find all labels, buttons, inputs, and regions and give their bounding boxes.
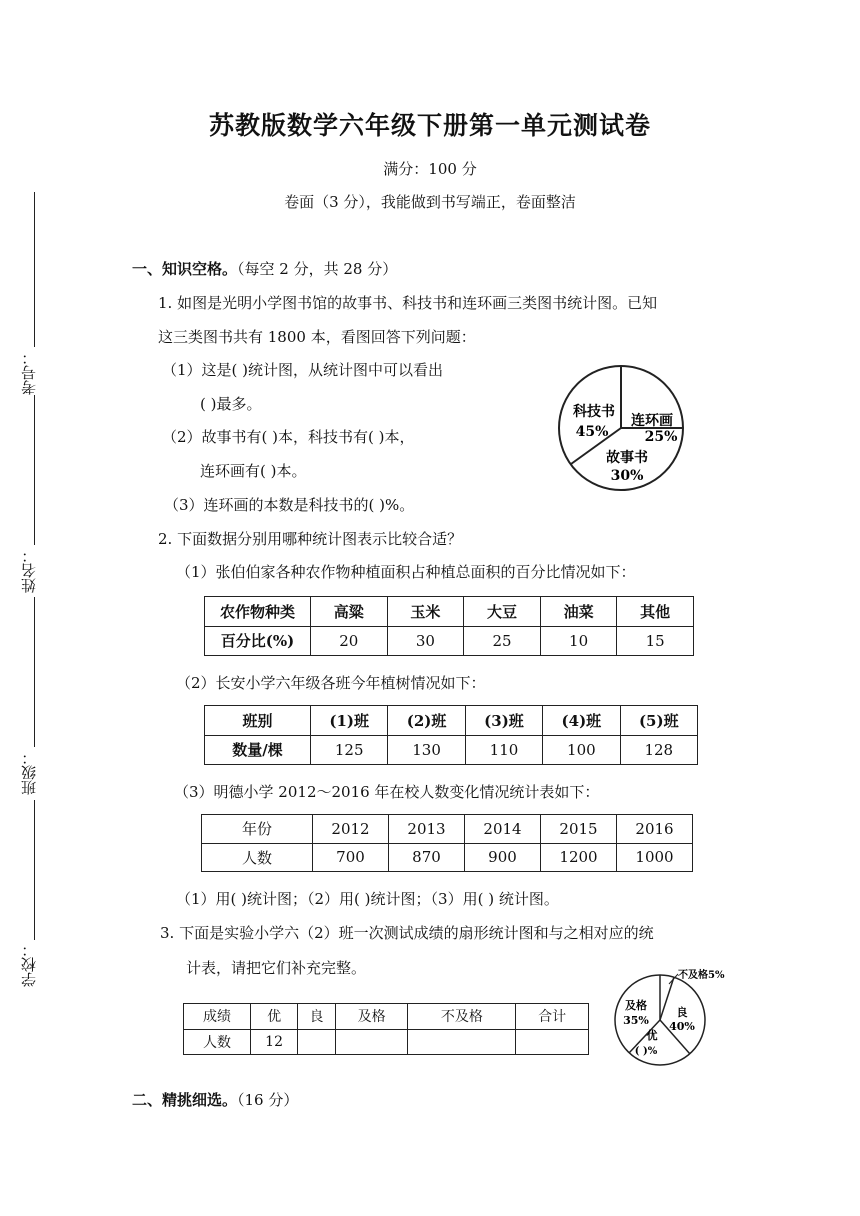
section1-title: 一、知识空格。 — [132, 260, 238, 278]
table-cell: 15 — [617, 626, 694, 656]
section2-note: （16 分） — [237, 1091, 299, 1109]
page-title: 苏教版数学六年级下册第一单元测试卷 — [208, 111, 651, 140]
exam-number-label: 考号： — [20, 350, 38, 395]
table-cell: 优 — [251, 1004, 298, 1030]
table-row — [184, 1004, 589, 1030]
table-cell: 2015 — [541, 815, 617, 844]
table-row — [205, 597, 694, 627]
table-cell: 110 — [465, 735, 542, 765]
pie-label-comic: 连环画 — [631, 413, 673, 429]
pie-pct-science: 45% — [575, 424, 609, 440]
name-label: 姓名： — [20, 548, 38, 593]
table-cell: 12 — [251, 1029, 298, 1055]
q1-part2b: 连环画有( )本。 — [200, 462, 307, 480]
q1-part1b: ( )最多。 — [200, 395, 262, 413]
tree-table — [204, 705, 698, 765]
table-cell: 700 — [313, 843, 389, 872]
table-cell: (1)班 — [311, 706, 388, 736]
table-cell: (4)班 — [543, 706, 620, 736]
table-cell — [408, 1029, 516, 1055]
table-cell: 不及格 — [408, 1004, 516, 1030]
q2-answer: （1）用( )统计图；（2）用( )统计图；（3）用( ) 统计图。 — [176, 890, 559, 908]
table-cell: 油菜 — [540, 597, 617, 627]
pie-pct-story: 30% — [610, 468, 644, 484]
table-row — [202, 815, 693, 844]
pie-label-science: 科技书 — [573, 404, 615, 420]
school-label: 学校： — [20, 942, 38, 987]
score-pie-chart — [612, 966, 762, 1071]
table-cell: 其他 — [617, 597, 694, 627]
table-cell: 2013 — [389, 815, 465, 844]
table-cell: 大豆 — [464, 597, 541, 627]
table-cell: 百分比(%) — [205, 626, 311, 656]
table-cell: 900 — [465, 843, 541, 872]
table-cell — [298, 1029, 336, 1055]
table-cell: 1200 — [541, 843, 617, 872]
section2-heading — [132, 1089, 298, 1110]
books-pie-chart — [556, 363, 686, 493]
pie-divider — [660, 977, 674, 1020]
q1-part2a: （2）故事书有( )本，科技书有( )本， — [162, 428, 415, 446]
table-cell: 20 — [311, 626, 388, 656]
pie-pct-good: 40% — [669, 1020, 695, 1033]
crop-table — [204, 596, 694, 656]
table-cell: 100 — [543, 735, 620, 765]
table-cell: 25 — [464, 626, 541, 656]
table-cell: 数量/棵 — [205, 735, 311, 765]
table-cell: 高粱 — [311, 597, 388, 627]
pie-pct-pass: 35% — [623, 1014, 649, 1027]
table-cell: 125 — [311, 735, 388, 765]
pie-label-pass: 及格 — [625, 999, 647, 1012]
q3-line1: 3. 下面是实验小学六（2）班一次测试成绩的扇形统计图和与之相对应的统 — [160, 924, 654, 942]
q2-intro: 2. 下面数据分别用哪种统计图表示比较合适？ — [158, 530, 463, 548]
pie-label-excellent: 优 — [646, 1029, 658, 1042]
section2-title: 二、精挑细选。 — [132, 1091, 238, 1109]
margin-line — [34, 192, 35, 347]
pie-pct-excellent: ( )% — [634, 1046, 658, 1057]
neatness-note: 卷面（3 分），我能做到书写端正，卷面整洁 — [284, 193, 576, 211]
pie-label-good: 良 — [676, 1006, 688, 1019]
q2-part3: （3）明德小学 2012～2016 年在校人数变化情况统计表如下： — [174, 783, 600, 801]
table-cell: 人数 — [184, 1029, 251, 1055]
table-cell — [516, 1029, 589, 1055]
pie-pct-comic: 25% — [644, 429, 678, 445]
q2-part1: （1）张伯伯家各种农作物种植面积占种植总面积的百分比情况如下： — [176, 563, 636, 581]
table-cell: 班别 — [205, 706, 311, 736]
q1-line1: 1. 如图是光明小学图书馆的故事书、科技书和连环画三类图书统计图。已知 — [158, 294, 658, 312]
table-cell: 128 — [620, 735, 697, 765]
table-cell: (5)班 — [620, 706, 697, 736]
q2-part2: （2）长安小学六年级各班今年植树情况如下： — [176, 674, 486, 692]
table-cell: 130 — [388, 735, 465, 765]
table-cell: 2014 — [465, 815, 541, 844]
margin-line — [34, 395, 35, 545]
table-row — [205, 735, 698, 765]
q3-line2: 计表，请把它们补充完整。 — [186, 959, 367, 977]
score-table — [183, 1003, 589, 1055]
section1-heading — [132, 258, 397, 279]
table-cell: 30 — [387, 626, 464, 656]
q1-part3: （3）连环画的本数是科技书的( )%。 — [164, 496, 415, 514]
table-cell: 合计 — [516, 1004, 589, 1030]
table-cell: 2012 — [313, 815, 389, 844]
pie-label-story: 故事书 — [606, 450, 648, 466]
table-row — [184, 1029, 589, 1055]
table-cell: (3)班 — [465, 706, 542, 736]
full-score: 满分：100 分 — [383, 160, 477, 178]
q1-part1a: （1）这是( )统计图，从统计图中可以看出 — [162, 361, 444, 379]
table-cell: 10 — [540, 626, 617, 656]
pie-label-fail: 不及格5% — [678, 970, 725, 981]
table-row — [202, 843, 693, 872]
table-cell: 870 — [389, 843, 465, 872]
table-row — [205, 706, 698, 736]
margin-line — [34, 597, 35, 747]
table-cell: 年份 — [202, 815, 313, 844]
margin-line — [34, 800, 35, 940]
table-cell: 成绩 — [184, 1004, 251, 1030]
table-cell: 良 — [298, 1004, 336, 1030]
section1-note: （每空 2 分，共 28 分） — [237, 260, 398, 278]
table-cell: 人数 — [202, 843, 313, 872]
table-cell — [335, 1029, 408, 1055]
q1-line2: 这三类图书共有 1800 本，看图回答下列问题： — [158, 328, 476, 346]
enrollment-table — [201, 814, 693, 872]
table-cell: 玉米 — [387, 597, 464, 627]
table-cell: 及格 — [335, 1004, 408, 1030]
table-cell: 农作物种类 — [205, 597, 311, 627]
class-label: 班级： — [20, 750, 38, 795]
table-row — [205, 626, 694, 656]
table-cell: 1000 — [617, 843, 693, 872]
table-cell: (2)班 — [388, 706, 465, 736]
table-cell: 2016 — [617, 815, 693, 844]
